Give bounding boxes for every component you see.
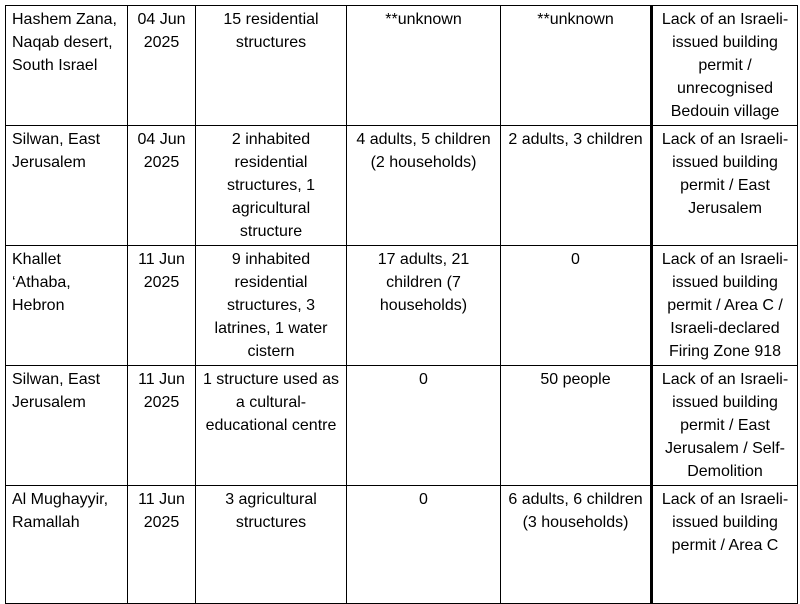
affected-cell: 50 people: [501, 366, 652, 486]
date-cell: 04 Jun 2025: [128, 126, 196, 246]
table-row: [6, 366, 798, 486]
location-cell: Hashem Zana, Naqab desert, South Israel: [6, 6, 128, 126]
affected-cell: 2 adults, 3 children: [501, 126, 652, 246]
table-row: [6, 6, 798, 126]
location-cell: Khallet ‘Athaba, Hebron: [6, 246, 128, 366]
structures-cell: 3 agricultural structures: [196, 486, 347, 604]
displaced-cell: **unknown: [347, 6, 501, 126]
date-cell: 11 Jun 2025: [128, 246, 196, 366]
displaced-cell: 0: [347, 486, 501, 604]
structures-cell: 2 inhabited residential structures, 1 agricultural structure: [196, 126, 347, 246]
table-row: [6, 246, 798, 366]
affected-cell: 0: [501, 246, 652, 366]
displaced-cell: 4 adults, 5 children (2 households): [347, 126, 501, 246]
date-cell: 11 Jun 2025: [128, 486, 196, 604]
affected-cell: 6 adults, 6 children (3 households): [501, 486, 652, 604]
location-cell: Silwan, East Jerusalem: [6, 126, 128, 246]
location-cell: Al Mughayyir, Ramallah: [6, 486, 128, 604]
structures-cell: 9 inhabited residential structures, 3 latrines, 1 water cistern: [196, 246, 347, 366]
table-row: [6, 486, 798, 604]
structures-cell: 15 residential structures: [196, 6, 347, 126]
table-row: [6, 126, 798, 246]
reason-cell: Lack of an Israeli-issued building permit / Area C / Israeli-declared Firing Zone 918: [652, 246, 798, 366]
date-cell: 04 Jun 2025: [128, 6, 196, 126]
reason-cell: Lack of an Israeli-issued building permit / East Jerusalem: [652, 126, 798, 246]
reason-cell: Lack of an Israeli-issued building permit / unrecognised Bedouin village: [652, 6, 798, 126]
structures-cell: 1 structure used as a cultural-educational centre: [196, 366, 347, 486]
displaced-cell: 17 adults, 21 children (7 households): [347, 246, 501, 366]
location-cell: Silwan, East Jerusalem: [6, 366, 128, 486]
reason-cell: Lack of an Israeli-issued building permit / East Jerusalem / Self-Demolition: [652, 366, 798, 486]
demolitions-table: [5, 5, 798, 604]
displaced-cell: 0: [347, 366, 501, 486]
reason-cell: Lack of an Israeli-issued building permit / Area C: [652, 486, 798, 604]
date-cell: 11 Jun 2025: [128, 366, 196, 486]
affected-cell: **unknown: [501, 6, 652, 126]
